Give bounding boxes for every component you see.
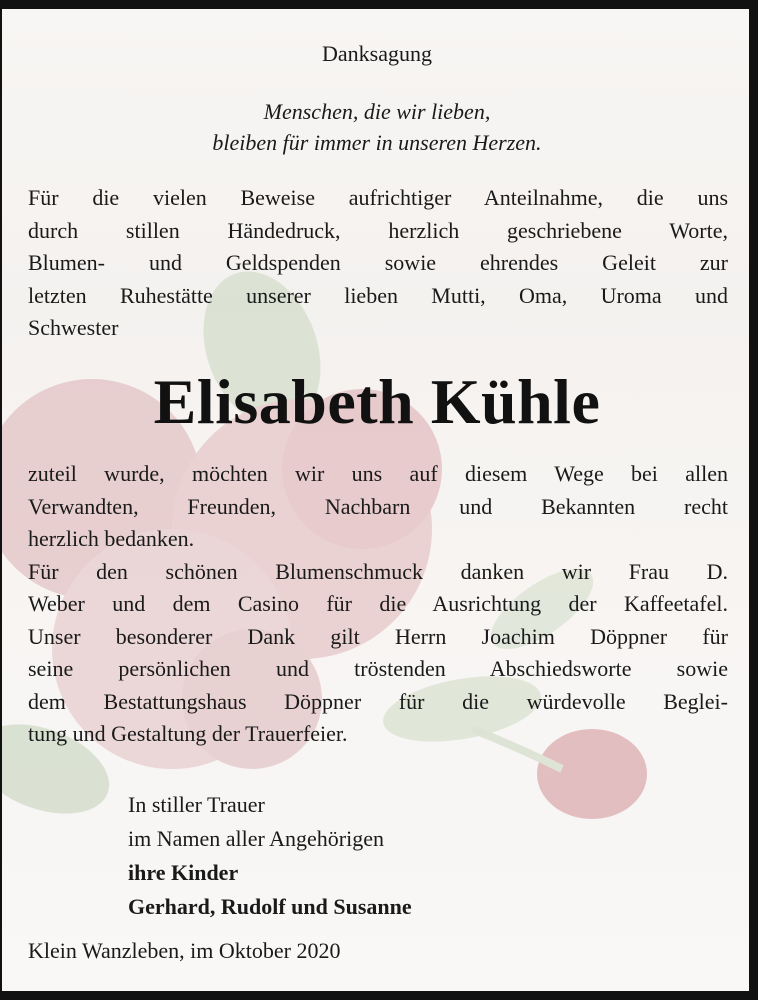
text-line: herzlich bedanken. [28, 526, 195, 551]
signature-children-label: ihre Kinder [128, 860, 239, 885]
notice-text [2, 9, 758, 1000]
text-line: letzten Ruhestätte unserer lieben Mutti, Oma, Uroma und [28, 282, 728, 308]
motto-quote [2, 96, 752, 158]
signature-block [128, 788, 412, 924]
place-date: Klein Wanzleben, im Oktober 2020 [28, 938, 341, 963]
text-line: Für den schönen Blumenschmuck danken wir Frau D. [28, 558, 728, 584]
notice-heading: Danksagung [322, 41, 432, 66]
text-line: Schwester [28, 315, 119, 340]
signature-names: Gerhard, Rudolf und Susanne [128, 894, 412, 919]
intro-paragraph [28, 182, 728, 345]
deceased-name: Elisabeth Kühle [153, 366, 601, 437]
motto-line: Menschen, die wir lieben, [263, 99, 491, 124]
text-line: Blumen- und Geldspenden sowie ehrendes Geleit zur [28, 250, 728, 275]
signature-line: In stiller Trauer [128, 792, 265, 817]
text-line: Verwandten, Freunden, Nachbarn und Bekannten recht [28, 493, 728, 519]
thanks-paragraph [28, 458, 728, 751]
motto-line: bleiben für immer in unseren Herzen. [212, 130, 542, 155]
text-line: dem Bestattungshaus Döppner für die würdevolle Beglei- [28, 688, 728, 714]
text-line: durch stillen Händedruck, herzlich geschriebene Worte, [28, 217, 728, 243]
text-line: Für die vielen Beweise aufrichtiger Anteilnahme, die uns [28, 185, 728, 210]
text-line: tung und Gestaltung der Trauerfeier. [28, 721, 348, 746]
text-line: zuteil wurde, möchten wir uns auf diesem Wege bei allen [28, 461, 728, 486]
text-line: Unser besonderer Dank gilt Herrn Joachim Döppner für [28, 623, 728, 649]
text-line: Weber und dem Casino für die Ausrichtung der Kaffeetafel. [28, 591, 728, 616]
signature-line: im Namen aller Angehörigen [128, 826, 384, 851]
text-line: seine persönlichen und tröstenden Abschiedsworte sowie [28, 656, 728, 681]
